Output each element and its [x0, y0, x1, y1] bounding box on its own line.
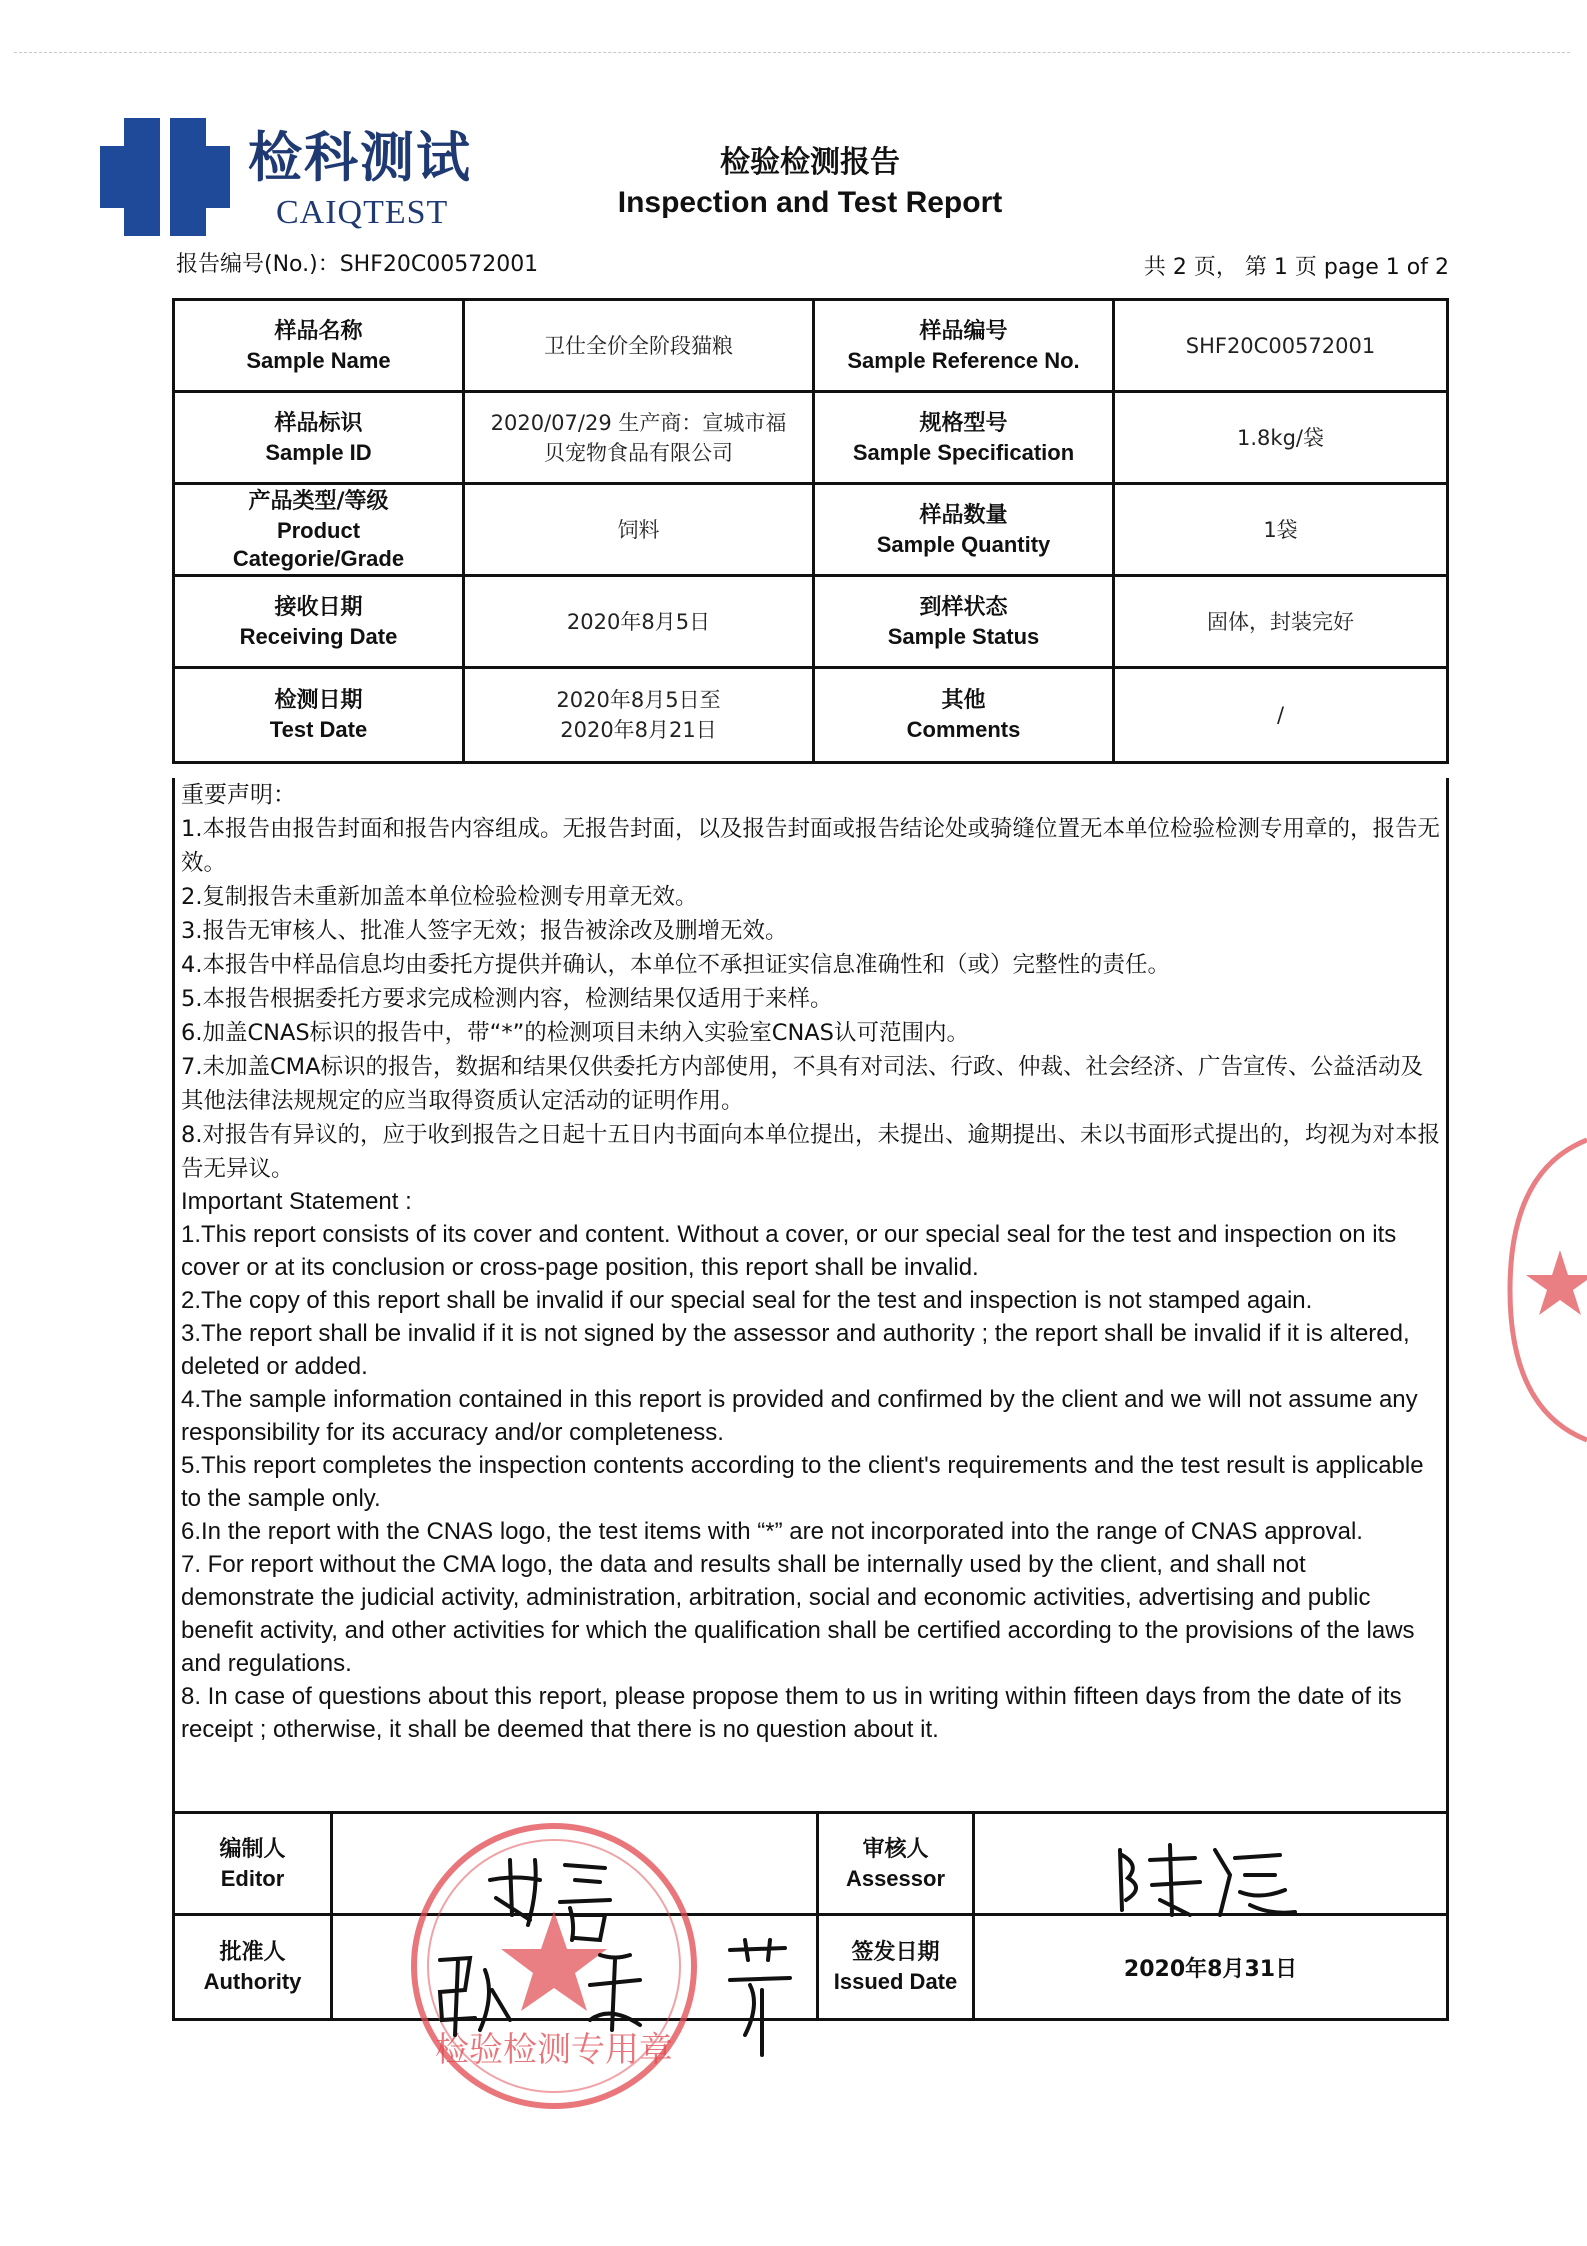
- sample-info-table: [172, 298, 1449, 764]
- label-cell: [175, 577, 465, 666]
- info-row-product-category: [175, 485, 1446, 577]
- receiving-date-value: 2020年8月5日: [566, 609, 711, 634]
- label-en-line2: Categorie/Grade: [232, 545, 405, 571]
- logo-text-cn: 检科测试: [248, 125, 472, 189]
- top-dashed-rule: [14, 52, 1570, 53]
- partial-seal-icon: [1500, 1130, 1587, 1450]
- issued-label-cn: 签发日期: [851, 1940, 940, 1965]
- statement-item-en: 2.The copy of this report shall be invalid if our special seal for the test and inspection is not stamped again.: [181, 1287, 1313, 1314]
- label-cn: 检测日期: [274, 688, 363, 713]
- label-cell: [815, 393, 1115, 482]
- label-en: Product: [276, 517, 361, 543]
- report-title-en: Inspection and Test Report: [617, 186, 1003, 219]
- value-cell: [465, 301, 815, 390]
- label-cn: 样品标识: [274, 410, 363, 436]
- value-cell: [465, 485, 815, 574]
- label-cell: [175, 485, 465, 574]
- sample-id-value-line2: 贝宠物食品有限公司: [544, 440, 733, 465]
- statement-title-cn: 重要声明：: [181, 782, 296, 808]
- label-cell: [175, 393, 465, 482]
- statement-item-cn: 2.复制报告未重新加盖本单位检验检测专用章无效。: [181, 884, 698, 910]
- info-row-sample-name: [175, 301, 1446, 393]
- statement-item-cn: 7.未加盖CMA标识的报告，数据和结果仅供委托方内部使用，不具有对司法、行政、仲裁、社会经济、广告宣传、公益活动及其他法律法规规定的应当取得资质认定活动的证明作用。: [181, 1054, 1423, 1114]
- label-cn: 样品名称: [274, 318, 363, 344]
- test-date-value-line2: 2020年8月21日: [560, 718, 717, 742]
- statement-item-en: 4.The sample information contained in this report is provided and confirmed by the client and we will not assume any responsibility for its accuracy and/or completeness.: [181, 1386, 1418, 1446]
- statement-item-cn: 5.本报告根据委托方要求完成检测内容，检测结果仅适用于来样。: [181, 986, 833, 1012]
- statement-item-cn: 1.本报告由报告封面和报告内容组成。无报告封面，以及报告封面或报告结论处或骑缝位置无本单位检验检测专用章的，报告无效。: [181, 816, 1440, 876]
- value-cell: [1115, 393, 1446, 482]
- report-number: 报告编号(No.)：SHF20C00572001: [176, 252, 539, 277]
- label-cell: [815, 485, 1115, 574]
- sample-status-value: 固体，封装完好: [1207, 609, 1354, 634]
- label-en: Comments: [906, 717, 1021, 742]
- label-en: Receiving Date: [239, 623, 398, 649]
- product-category-value: 饲料: [617, 517, 660, 542]
- page-indicator: 共 2 页， 第 1 页 page 1 of 2: [1143, 255, 1449, 280]
- label-en: Sample ID: [265, 439, 372, 465]
- statement-item-en: 7. For report without the CMA logo, the data and results shall be internally used by the client, and shall not demonstrate the judicial activity, administration, arbitration, social and economic activities, advertising and public benefit activity, and other activities for which the qualification shall be certified according to the provisions of the laws and regulations.: [181, 1551, 1415, 1677]
- sample-reference-value: SHF20C00572001: [1185, 333, 1376, 358]
- label-cell: [175, 1916, 333, 2018]
- seal-text: 检验检测专用章: [435, 2030, 673, 2070]
- label-cn: 其他: [941, 688, 986, 713]
- info-row-receiving-date: [175, 577, 1446, 669]
- value-cell: [1115, 577, 1446, 666]
- value-cell: [1115, 669, 1446, 761]
- issued-label-en: Issued Date: [833, 1969, 958, 1994]
- issued-date-value: 2020年8月31日: [1123, 1956, 1298, 1982]
- statement-item-en: 1.This report consists of its cover and content. Without a cover, or our special seal for the test and inspection on its cover or at its conclusion or cross-page position, this report shall be invalid.: [181, 1221, 1397, 1281]
- statement-item-cn: 6.加盖CNAS标识的报告中，带“*”的检测项目未纳入实验室CNAS认可范围内。: [181, 1020, 969, 1046]
- statement-item-en: 6.In the report with the CNAS logo, the test items with “*” are not incorporated into the range of CNAS approval.: [181, 1518, 1363, 1545]
- value-cell: [465, 393, 815, 482]
- label-cell: [815, 669, 1115, 761]
- sample-name-value: 卫仕全价全阶段猫粮: [544, 333, 733, 358]
- label-cell: [815, 577, 1115, 666]
- important-statement: [172, 778, 1449, 1814]
- value-cell: [1115, 485, 1446, 574]
- label-cn: 样品数量: [919, 502, 1008, 528]
- sample-quantity-value: 1袋: [1263, 517, 1298, 542]
- label-cell: [175, 301, 465, 390]
- label-cn: 到样状态: [919, 594, 1008, 620]
- value-cell: [465, 669, 815, 761]
- sample-id-value-line1: 2020/07/29 生产商：宣城市福: [490, 410, 787, 435]
- statement-item-cn: 3.报告无审核人、批准人签字无效；报告被涂改及删增无效。: [181, 918, 788, 944]
- label-en: Sample Reference No.: [847, 347, 1080, 373]
- editor-label-en: Editor: [220, 1865, 285, 1891]
- caiqtest-logo-icon: [100, 118, 230, 236]
- label-cell: [175, 669, 465, 761]
- handwritten-signatures-icon: [400, 1820, 1300, 2080]
- info-row-test-date: [175, 669, 1446, 761]
- comments-value: /: [1276, 703, 1285, 727]
- logo-text-en: CAIQTEST: [276, 194, 449, 231]
- info-row-sample-id: [175, 393, 1446, 485]
- label-en: Test Date: [269, 717, 368, 742]
- label-cn: 接收日期: [274, 594, 363, 620]
- statement-item-cn: 4.本报告中样品信息均由委托方提供并确认，本单位不承担证实信息准确性和（或）完整性的责任。: [181, 952, 1170, 978]
- label-en: Sample Specification: [852, 439, 1075, 465]
- report-title-cn: 检验检测报告: [720, 145, 900, 180]
- value-cell: [1115, 301, 1446, 390]
- value-cell: [465, 577, 815, 666]
- label-en: Sample Name: [246, 347, 391, 373]
- label-cn: 样品编号: [919, 318, 1008, 344]
- authority-label-cn: 批准人: [219, 1940, 286, 1965]
- label-cell: [175, 1814, 333, 1913]
- statement-item-en: 5.This report completes the inspection contents according to the client's requirements and the test result is applicable to the sample only.: [181, 1452, 1424, 1512]
- label-en: Sample Quantity: [876, 531, 1051, 557]
- statement-item-cn: 8.对报告有异议的，应于收到报告之日起十五日内书面向本单位提出，未提出、逾期提出、未以书面形式提出的，均视为对本报告无异议。: [181, 1122, 1440, 1182]
- label-en: Sample Status: [887, 623, 1040, 649]
- authority-label-en: Authority: [203, 1969, 302, 1994]
- statement-item-en: 8. In case of questions about this report, please propose them to us in writing within fifteen days from the date of its receipt ; otherwise, it shall be deemed that there is no question about it.: [181, 1683, 1402, 1743]
- statement-item-en: 3.The report shall be invalid if it is not signed by the assessor and authority ; the report shall be invalid if it is altered, deleted or added.: [181, 1320, 1410, 1380]
- editor-label-cn: 编制人: [219, 1836, 286, 1862]
- test-date-value-line1: 2020年8月5日至: [556, 688, 721, 712]
- label-cn: 产品类型/等级: [248, 488, 389, 514]
- label-cn: 规格型号: [919, 410, 1008, 436]
- statement-title-en: Important Statement :: [181, 1188, 412, 1215]
- sample-specification-value: 1.8kg/袋: [1237, 425, 1324, 450]
- assessor-label-cn: 审核人: [862, 1836, 929, 1862]
- label-cell: [815, 301, 1115, 390]
- assessor-label-en: Assessor: [845, 1865, 946, 1891]
